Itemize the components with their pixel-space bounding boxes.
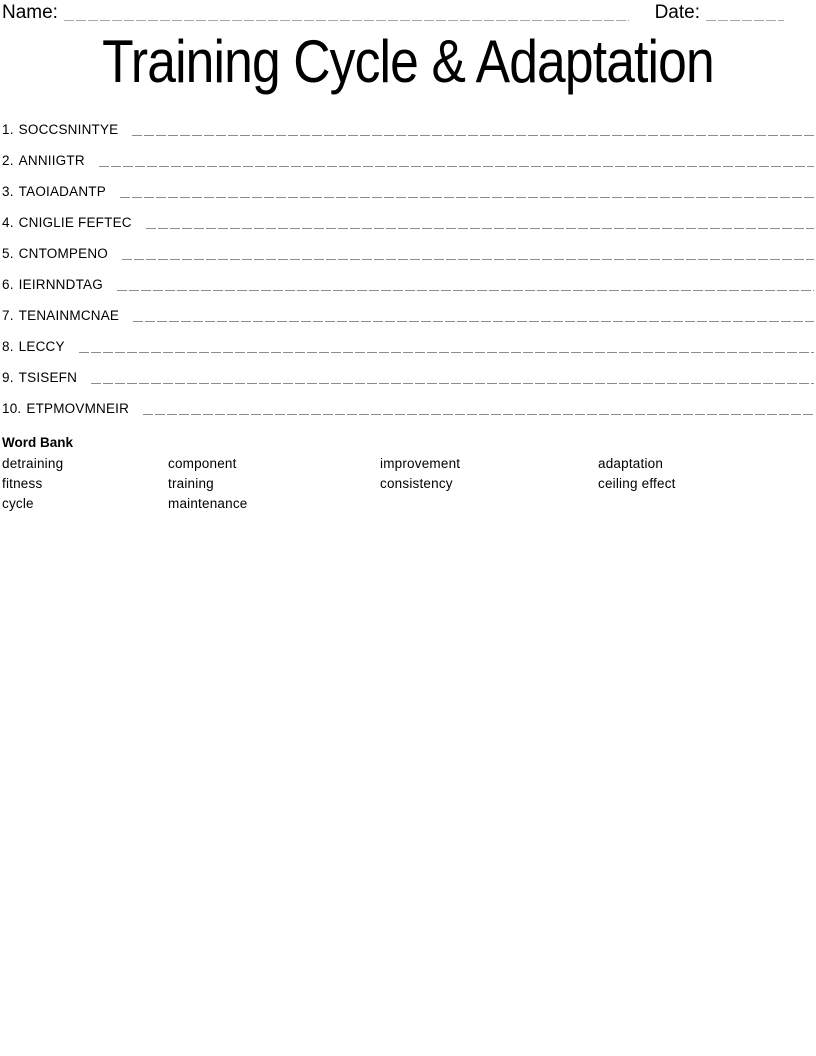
answer-blank-line <box>133 321 814 322</box>
answer-blank-line <box>91 383 814 384</box>
question-scramble: TENAINMCNAE <box>18 308 120 323</box>
question-list <box>2 107 814 417</box>
answer-blank-line <box>79 352 814 353</box>
question-label <box>2 183 106 200</box>
question-scramble: ANNIIGTR <box>18 153 85 168</box>
word-bank-word: maintenance <box>168 496 248 511</box>
question-scramble: TSISEFN <box>18 370 78 385</box>
question-scramble: TAOIADANTP <box>18 184 106 199</box>
question-number: 7. <box>2 308 14 323</box>
question-label <box>2 276 103 293</box>
question-row <box>2 200 814 231</box>
answer-blank-line <box>99 166 814 167</box>
question-label <box>2 307 119 324</box>
word-bank-word: component <box>168 456 237 471</box>
answer-blank-line <box>132 135 814 136</box>
question-number: 2. <box>2 153 14 168</box>
question-number: 10. <box>2 401 22 416</box>
question-scramble: CNTOMPENO <box>18 246 108 261</box>
answer-blank-line <box>146 228 814 229</box>
question-label <box>2 245 108 262</box>
question-number: 8. <box>2 339 14 354</box>
question-row <box>2 386 814 417</box>
word-bank-word: detraining <box>2 456 64 471</box>
date-label: Date: <box>654 2 700 23</box>
question-row <box>2 107 814 138</box>
question-scramble: CNIGLIE FEFTEC <box>18 215 132 230</box>
question-number: 1. <box>2 122 14 137</box>
question-label <box>2 369 77 386</box>
question-row <box>2 169 814 200</box>
worksheet-title: Training Cycle & Adaptation <box>102 28 714 95</box>
header-row <box>2 2 814 24</box>
word-bank-word: ceiling effect <box>598 476 676 491</box>
word-bank-column <box>380 454 598 514</box>
question-number: 5. <box>2 246 14 261</box>
question-row <box>2 324 814 355</box>
date-blank-line <box>706 20 784 21</box>
word-bank-column <box>168 454 380 514</box>
word-bank <box>2 433 814 514</box>
word-bank-word: cycle <box>2 496 34 511</box>
word-bank-column <box>2 454 168 514</box>
question-number: 6. <box>2 277 14 292</box>
word-bank-column <box>598 454 814 514</box>
question-label <box>2 400 129 417</box>
question-row <box>2 231 814 262</box>
question-label <box>2 338 65 355</box>
word-bank-word: improvement <box>380 456 461 471</box>
question-row <box>2 355 814 386</box>
question-row <box>2 262 814 293</box>
answer-blank-line <box>122 259 814 260</box>
answer-blank-line <box>120 197 814 198</box>
question-scramble: SOCCSNINTYE <box>18 122 119 137</box>
question-label <box>2 214 132 231</box>
word-bank-word: consistency <box>380 476 453 491</box>
name-label: Name: <box>2 2 58 23</box>
question-number: 4. <box>2 215 14 230</box>
question-scramble: IEIRNNDTAG <box>18 277 103 292</box>
question-row <box>2 293 814 324</box>
word-bank-word: fitness <box>2 476 43 491</box>
name-blank-line <box>64 20 629 21</box>
question-scramble: ETPMOVMNEIR <box>26 401 130 416</box>
answer-blank-line <box>143 414 814 415</box>
question-label <box>2 121 118 138</box>
question-label <box>2 152 85 169</box>
question-number: 3. <box>2 184 14 199</box>
word-bank-word: adaptation <box>598 456 664 471</box>
question-row <box>2 138 814 169</box>
answer-blank-line <box>117 290 814 291</box>
word-bank-grid <box>2 454 814 514</box>
word-bank-heading: Word Bank <box>2 435 74 450</box>
question-number: 9. <box>2 370 14 385</box>
word-bank-word: training <box>168 476 214 491</box>
question-scramble: LECCY <box>18 339 65 354</box>
